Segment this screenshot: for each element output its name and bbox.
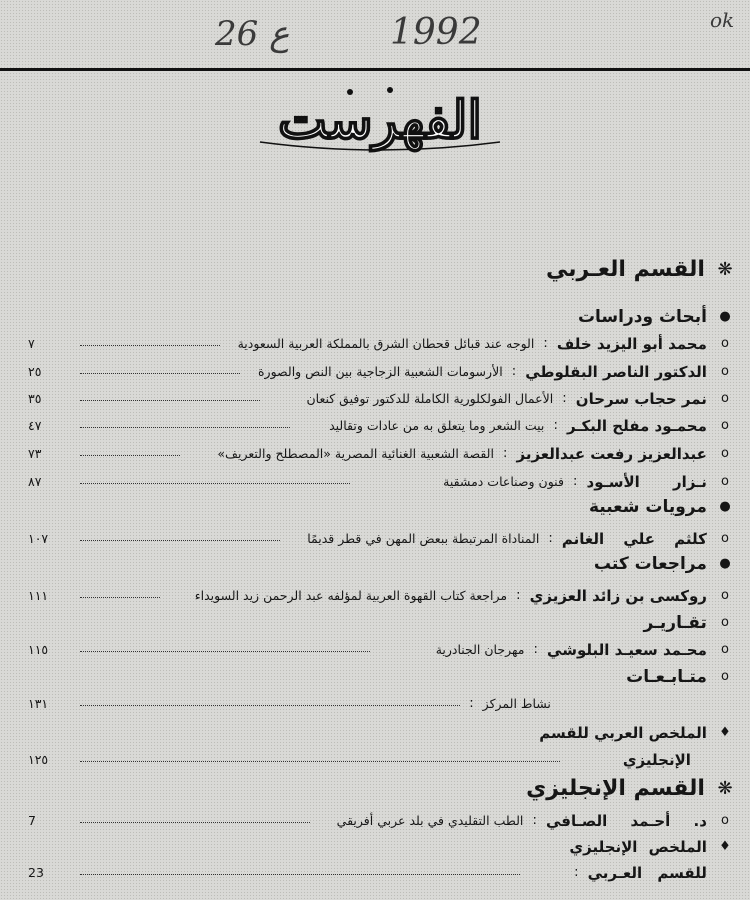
dot-leader: [80, 540, 280, 541]
dot-leader: [80, 597, 160, 598]
english-summary-heading: [22, 836, 734, 860]
group-title: أبحاث ودراسات: [577, 306, 707, 327]
dot-leader: [80, 483, 350, 484]
entry-author: د. أحـمد الصـافي: [545, 811, 707, 830]
entry-colon: :: [573, 474, 578, 489]
entry-page: ١٢٥: [28, 752, 49, 767]
toc-entry: [22, 585, 734, 609]
entry-author: الإنجليزي: [622, 750, 691, 769]
toc-entry: [22, 693, 734, 717]
entry-colon: :: [503, 446, 508, 461]
entry-title: مهرجان الجنادرية: [435, 642, 525, 657]
entry-colon: :: [469, 696, 474, 711]
entry-title: مراجعة كتاب القهوة العربية لمؤلفه عبد الرحمن زيد السويداء: [194, 588, 508, 603]
toc-entry: [22, 361, 734, 385]
entry-page: ٧: [28, 336, 35, 351]
arabic-summary-heading: [22, 722, 734, 746]
entry-colon: :: [553, 418, 558, 433]
entry-title: فنون وصناعات دمشقية: [443, 474, 564, 489]
entry-title: بيت الشعر وما يتعلق به من عادات وتقاليد: [329, 418, 545, 433]
asterisk-icon: ❋: [717, 778, 733, 799]
english-section-title: القسم الإنجليزي: [526, 776, 705, 801]
entry-page: ١٠٧: [28, 531, 49, 546]
toc-entry: [22, 862, 734, 886]
title-block: [240, 82, 520, 158]
group-heading-tales: [22, 496, 734, 520]
circle-bullet-icon: o: [721, 813, 729, 828]
entry-colon: :: [548, 531, 553, 546]
toc-entry: [22, 810, 734, 834]
entry-author: محـمد سعيـد البلوشي: [547, 640, 707, 659]
toc-entry: [22, 415, 734, 439]
toc-entry: [22, 471, 734, 495]
dot-leader: [80, 427, 290, 428]
circle-bullet-icon: o: [721, 336, 729, 351]
entry-page: ١١١: [28, 588, 49, 603]
entry-page: 23: [28, 865, 44, 880]
toc-entry: [22, 749, 734, 773]
page-title: الفهرست: [278, 90, 482, 151]
circle-bullet-icon: o: [721, 669, 729, 684]
entry-title: نشاط المركز: [482, 696, 551, 711]
entry-colon: :: [516, 588, 521, 603]
circle-bullet-icon: o: [721, 474, 729, 489]
group-heading-books: [22, 553, 734, 577]
entry-title: القصة الشعبية الغنائية المصرية «المصطلح والتعريف»: [217, 446, 494, 461]
entry-page: ١١٥: [28, 642, 49, 657]
entry-author: متـابـعـات: [626, 666, 707, 687]
toc-entry: [22, 443, 734, 467]
asterisk-icon: ❋: [717, 259, 733, 280]
dot-leader: [80, 455, 180, 456]
circle-bullet-icon: o: [721, 531, 729, 546]
follow-ups-heading: [22, 666, 734, 690]
dot-leader: [80, 822, 310, 823]
entry-author: الملخص الإنجليزي: [569, 837, 707, 856]
entry-author: محمـود مفلح البكـر: [566, 416, 707, 435]
circle-bullet-icon: o: [721, 588, 729, 603]
entry-title: الوجه عند قبائل قحطان الشرق بالمملكة العربية السعودية: [237, 336, 535, 351]
dot-leader: [80, 400, 260, 401]
circle-bullet-icon: o: [721, 615, 729, 630]
entry-page: 7: [28, 813, 36, 828]
group-heading-research: [22, 306, 734, 330]
filled-dot-icon: ●: [719, 556, 731, 571]
toc-entry: [22, 388, 734, 412]
entry-author: نـزار الأسـود: [586, 472, 707, 491]
entry-colon: :: [511, 364, 517, 379]
arabic-section-header: [22, 257, 734, 285]
entry-colon: :: [533, 642, 538, 657]
entry-author: تقـاريـر: [643, 612, 707, 633]
entry-title: الطب التقليدي في بلد عربي أفريقي: [336, 813, 524, 828]
entry-title: الأعمال الفولكلورية الكاملة للدكتور توفيق كنعان: [306, 391, 554, 406]
entry-colon: :: [543, 336, 548, 351]
entry-page: ٤٧: [28, 418, 42, 433]
entry-colon: :: [574, 865, 579, 880]
entry-page: ١٣١: [28, 696, 49, 711]
circle-bullet-icon: o: [721, 642, 729, 657]
circle-bullet-icon: o: [721, 391, 729, 406]
toc-entry: [22, 528, 734, 552]
entry-author: الدكتور الناصر البقلوطي: [525, 362, 707, 381]
entry-page: ٣٥: [28, 391, 42, 406]
toc-entry: [22, 333, 734, 357]
english-section-header: [22, 776, 734, 806]
dot-leader: [80, 761, 560, 762]
group-title: مراجعات كتب: [593, 553, 707, 574]
entry-page: ٢٥: [28, 364, 42, 379]
diamond-icon: ♦: [719, 839, 731, 854]
dot-leader: [80, 705, 460, 706]
circle-bullet-icon: o: [721, 364, 729, 379]
circle-bullet-icon: o: [721, 446, 729, 461]
entry-author: للقسم العـربي: [587, 863, 707, 882]
dot-leader: [80, 373, 240, 374]
entry-page: ٧٣: [28, 446, 42, 461]
entry-author: روكسى بن زائد العزيزي: [529, 586, 707, 605]
diamond-icon: ♦: [719, 725, 731, 740]
filled-dot-icon: ●: [719, 499, 731, 514]
filled-dot-icon: ●: [719, 309, 731, 324]
handwritten-ok-mark: ok: [710, 8, 735, 32]
entry-title: المناداة المرتبطة ببعض المهن في قطر قديمًا: [307, 531, 540, 546]
entry-page: ٨٧: [28, 474, 42, 489]
dot-leader: [80, 874, 520, 875]
reports-heading: [22, 612, 734, 636]
entry-author: نمر حجاب سرحان: [575, 389, 707, 408]
entry-colon: :: [562, 391, 567, 406]
dot-leader: [80, 651, 370, 652]
group-title: مرويات شعبية: [588, 496, 707, 517]
arabic-section-title: القسم العـربي: [546, 257, 705, 282]
entry-author: محمد أبو اليزيد خلف: [556, 334, 707, 353]
handwritten-issue-number: 26 ع: [215, 14, 290, 54]
toc-entry: [22, 639, 734, 663]
entry-author: عبدالعزيز رفعت عبدالعزيز: [516, 444, 707, 463]
handwritten-year: 1992: [390, 12, 482, 53]
top-rule: [0, 68, 750, 71]
dot-leader: [80, 345, 220, 346]
circle-bullet-icon: o: [721, 418, 729, 433]
entry-author: كلثم علي الغانم: [561, 529, 707, 548]
entry-colon: :: [532, 813, 537, 828]
entry-title: الأرسومات الشعبية الزجاجية بين النص والصورة: [258, 364, 503, 379]
entry-author: الملخص العربي للقسم: [539, 723, 707, 742]
